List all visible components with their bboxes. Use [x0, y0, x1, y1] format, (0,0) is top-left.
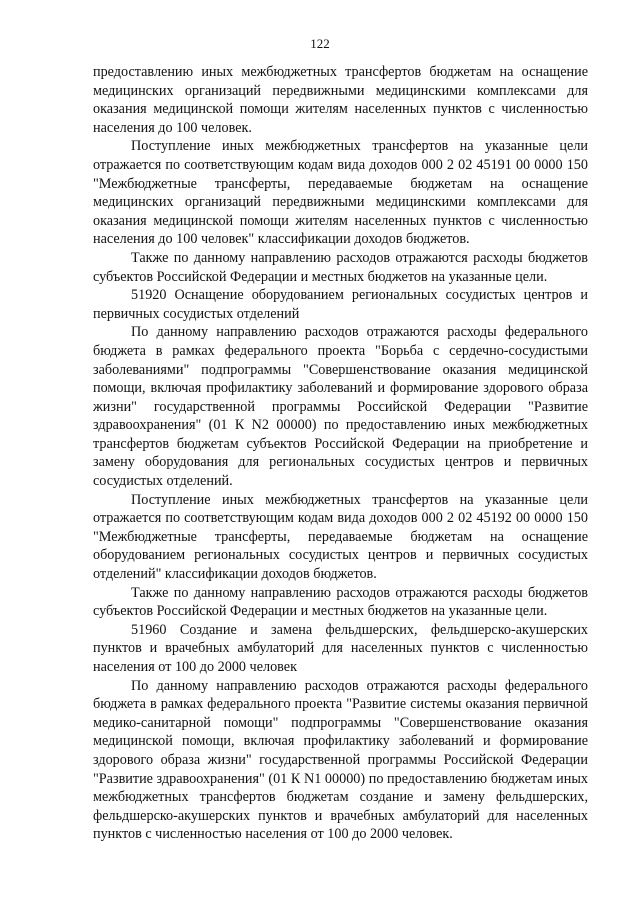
document-body [93, 63, 588, 844]
paragraph-income-45191: Поступление иных межбюджетных трансфертов на указанные цели отражается по соответствующим кодам вида доходов 000 2 02 45191 00 0000 150 "Межбюджетные трансферты, передаваемые бюджетам на оснащение медицинских организаций передвижными медицинскими комплексами для оказания медицинской помощи жителям населенных пунктов с численностью населения до 100 человек" классификации доходов бюджетов. [93, 138, 588, 248]
paragraph-51960-description: По данному направлению расходов отражаются расходы федерального бюджета в рамках федерального проекта "Развитие системы оказания первичной медико-санитарной помощи" подпрограммы "Совершенствование оказания медицинской помощи, включая профилактику заболеваний и формирование здорового образа жизни" государственной программы Российской Федерации "Развитие здравоохранения" (01 К N1 00000) по предоставлению бюджетам иных межбюджетных трансфертов бюджетам создание и замену фельдшерских, фельдшерско-акушерских пунктов и врачебных амбулаторий для населенных пунктов с численностью населения от 100 до 2000 человек. [93, 677, 588, 843]
section-heading-51960: 51960 Создание и замена фельдшерских, фельдшерско-акушерских пунктов и врачебных амбулаторий для населенных пунктов с численностью населения от 100 до 2000 человек [93, 621, 588, 675]
page-number: 122 [310, 36, 330, 51]
paragraph-income-45192: Поступление иных межбюджетных трансфертов на указанные цели отражается по соответствующим кодам вида доходов 000 2 02 45192 00 0000 150 "Межбюджетные трансферты, передаваемые бюджетам на оснащение оборудованием региональных сосудистых центров и первичных сосудистых отделений" классификации доходов бюджетов. [93, 491, 588, 583]
paragraph-also-expenses-2: Также по данному направлению расходов отражаются расходы бюджетов субъектов Российской Федерации и местных бюджетов на указанные цели. [93, 584, 588, 620]
paragraph-continuation: предоставлению иных межбюджетных трансфертов бюджетам на оснащение медицинских организаций передвижными медицинскими комплексами для оказания медицинской помощи жителям населенных пунктов с численностью населения до 100 человек. [93, 64, 588, 136]
paragraph-51920-description: По данному направлению расходов отражаются расходы федерального бюджета в рамках федерального проекта "Борьба с сердечно-сосудистыми заболеваниями" подпрограммы "Совершенствование оказания медицинской помощи, включая профилактику заболеваний и формирование здорового образа жизни" государственной программы Российской Федерации "Развитие здравоохранения" (01 К N2 00000) по предоставлению иных межбюджетных трансфертов бюджетам субъектов Российской Федерации на приобретение и замену оборудования для региональных сосудистых центров и первичных сосудистых отделений. [93, 324, 588, 490]
section-heading-51920: 51920 Оснащение оборудованием региональных сосудистых центров и первичных сосудистых отделений [93, 287, 588, 322]
paragraph-also-expenses-1: Также по данному направлению расходов отражаются расходы бюджетов субъектов Российской Федерации и местных бюджетов на указанные цели. [93, 249, 588, 285]
